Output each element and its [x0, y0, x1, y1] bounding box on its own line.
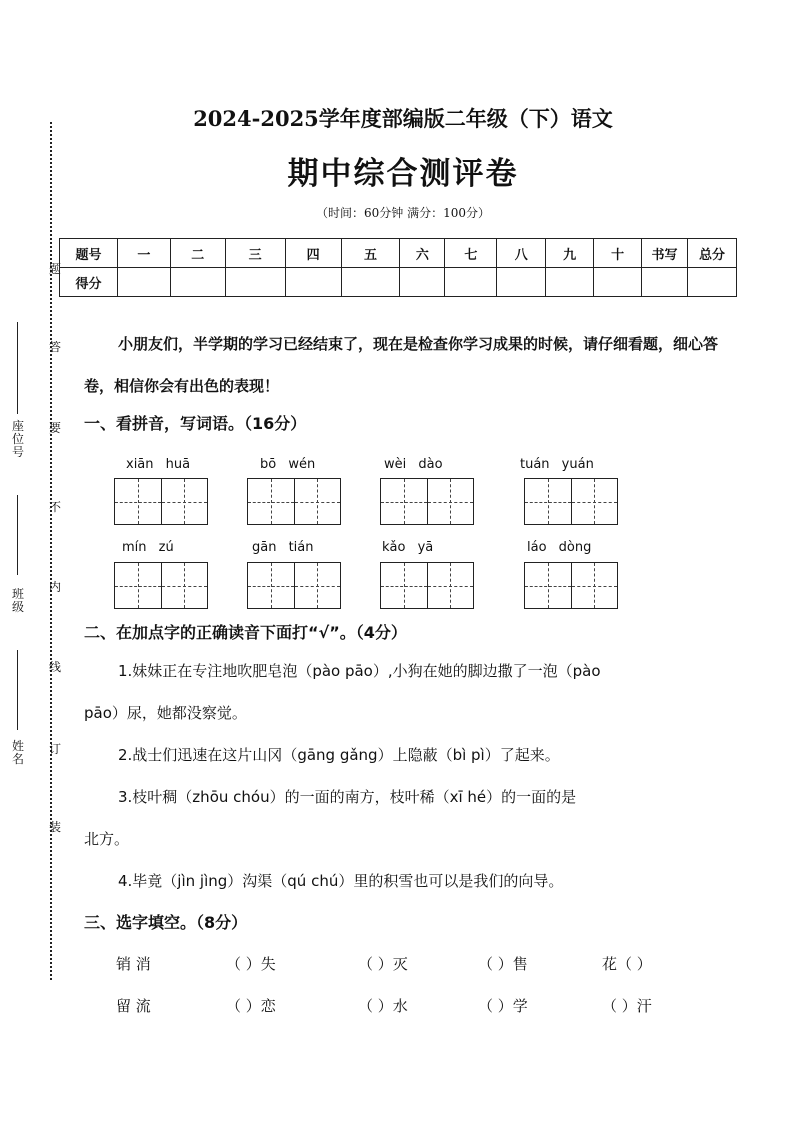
score-input-cell[interactable] — [546, 268, 594, 297]
score-input-cell[interactable] — [170, 268, 225, 297]
table-cell: 总分 — [687, 239, 736, 268]
score-input-cell[interactable] — [225, 268, 285, 297]
writing-grid[interactable] — [114, 562, 208, 609]
table-cell: 五 — [341, 239, 400, 268]
score-input-cell[interactable] — [285, 268, 341, 297]
pinyin-label: mín zú — [122, 540, 174, 555]
margin-char: 题 — [48, 262, 61, 276]
margin-char: 订 — [48, 742, 61, 756]
score-input-cell[interactable] — [341, 268, 400, 297]
pinyin-label: xiān huā — [126, 457, 191, 472]
margin-char: 内 — [48, 580, 61, 594]
score-table-score-row — [60, 268, 737, 297]
name-label: 姓名 — [11, 739, 24, 766]
question-line: 3.枝叶稠（zhōu chóu）的一面的南方，枝叶稀（xī hé）的一面的是 — [118, 788, 577, 806]
exam-title-line2: 期中综合测评卷 — [287, 156, 519, 192]
writing-grid[interactable] — [247, 562, 341, 609]
score-input-cell[interactable] — [594, 268, 642, 297]
fill-blank-item[interactable]: （ ）恋 — [226, 997, 276, 1015]
exam-subtitle: （时间：60分钟 满分：100分） — [316, 206, 490, 220]
writing-grid[interactable] — [247, 478, 341, 525]
question-line: pāo）尿，她都没察觉。 — [84, 704, 247, 722]
section2-heading: 二、在加点字的正确读音下面打“√”。（4分） — [84, 623, 407, 642]
pinyin-label: bō wén — [260, 457, 316, 472]
table-cell: 书写 — [642, 239, 688, 268]
fill-blank-item[interactable]: （ ）售 — [478, 955, 528, 973]
char-choice-pair: 留 流 — [116, 997, 151, 1015]
exam-title-line1: 2024-2025学年度部编版二年级（下）语文 — [193, 106, 613, 131]
seat-number-blank[interactable] — [17, 322, 18, 414]
margin-char: 装 — [48, 820, 61, 834]
writing-grid[interactable] — [524, 562, 618, 609]
score-input-cell[interactable] — [445, 268, 497, 297]
table-cell: 七 — [445, 239, 497, 268]
question-line: 2.战士们迅速在这片山冈（gāng gǎng）上隐蔽（bì pì）了起来。 — [118, 746, 560, 764]
seat-number-label: 座位号 — [11, 419, 24, 459]
score-input-cell[interactable] — [400, 268, 445, 297]
class-blank[interactable] — [17, 495, 18, 575]
score-table-header-row — [60, 239, 737, 268]
char-choice-pair: 销 消 — [116, 955, 151, 973]
margin-char: 答 — [48, 340, 61, 354]
section3-heading: 三、选字填空。（8分） — [84, 913, 248, 932]
class-label: 班级 — [11, 587, 24, 614]
writing-grid[interactable] — [380, 562, 474, 609]
fill-blank-item[interactable]: （ ）水 — [358, 997, 408, 1015]
fill-blank-item[interactable]: （ ）灭 — [358, 955, 408, 973]
table-cell: 十 — [594, 239, 642, 268]
table-cell: 题号 — [60, 239, 118, 268]
fill-blank-item[interactable]: （ ）学 — [478, 997, 528, 1015]
table-cell: 二 — [170, 239, 225, 268]
margin-char: 线 — [48, 660, 61, 674]
table-cell: 六 — [400, 239, 445, 268]
score-table — [59, 238, 737, 297]
writing-grid[interactable] — [380, 478, 474, 525]
table-cell: 九 — [546, 239, 594, 268]
score-input-cell[interactable] — [117, 268, 170, 297]
intro-paragraph: 小朋友们，半学期的学习已经结束了，现在是检查你学习成果的时候，请仔细看题，细心答卷，相信你会有出色的表现！ — [84, 335, 719, 395]
table-cell: 八 — [497, 239, 546, 268]
table-cell: 一 — [117, 239, 170, 268]
pinyin-label: kǎo yā — [382, 540, 434, 555]
fill-blank-item[interactable]: （ ）失 — [226, 955, 276, 973]
pinyin-label: wèi dào — [384, 457, 443, 472]
score-input-cell[interactable] — [497, 268, 546, 297]
table-cell: 四 — [285, 239, 341, 268]
writing-grid[interactable] — [114, 478, 208, 525]
question-line: 4.毕竟（jìn jìng）沟渠（qú chú）里的积雪也可以是我们的向导。 — [118, 872, 564, 890]
section1-heading: 一、看拼音，写词语。（16分） — [84, 414, 307, 433]
table-cell: 三 — [225, 239, 285, 268]
margin-char: 不 — [48, 500, 61, 514]
margin-char: 要 — [48, 421, 61, 435]
pinyin-label: tuán yuán — [520, 457, 594, 472]
name-blank[interactable] — [17, 650, 18, 730]
question-line: 1.妹妹正在专注地吹肥皂泡（pào pāo）,小狗在她的脚边撒了一泡（pào — [118, 662, 601, 680]
writing-grid[interactable] — [524, 478, 618, 525]
table-cell: 得分 — [60, 268, 118, 297]
binding-dotted-line — [50, 122, 52, 980]
fill-blank-item[interactable]: 花（ ） — [602, 955, 652, 973]
fill-blank-item[interactable]: （ ）汗 — [602, 997, 652, 1015]
pinyin-label: gān tián — [252, 540, 314, 555]
pinyin-label: láo dòng — [527, 540, 592, 555]
score-input-cell[interactable] — [642, 268, 688, 297]
score-input-cell[interactable] — [687, 268, 736, 297]
question-line: 北方。 — [84, 830, 130, 848]
